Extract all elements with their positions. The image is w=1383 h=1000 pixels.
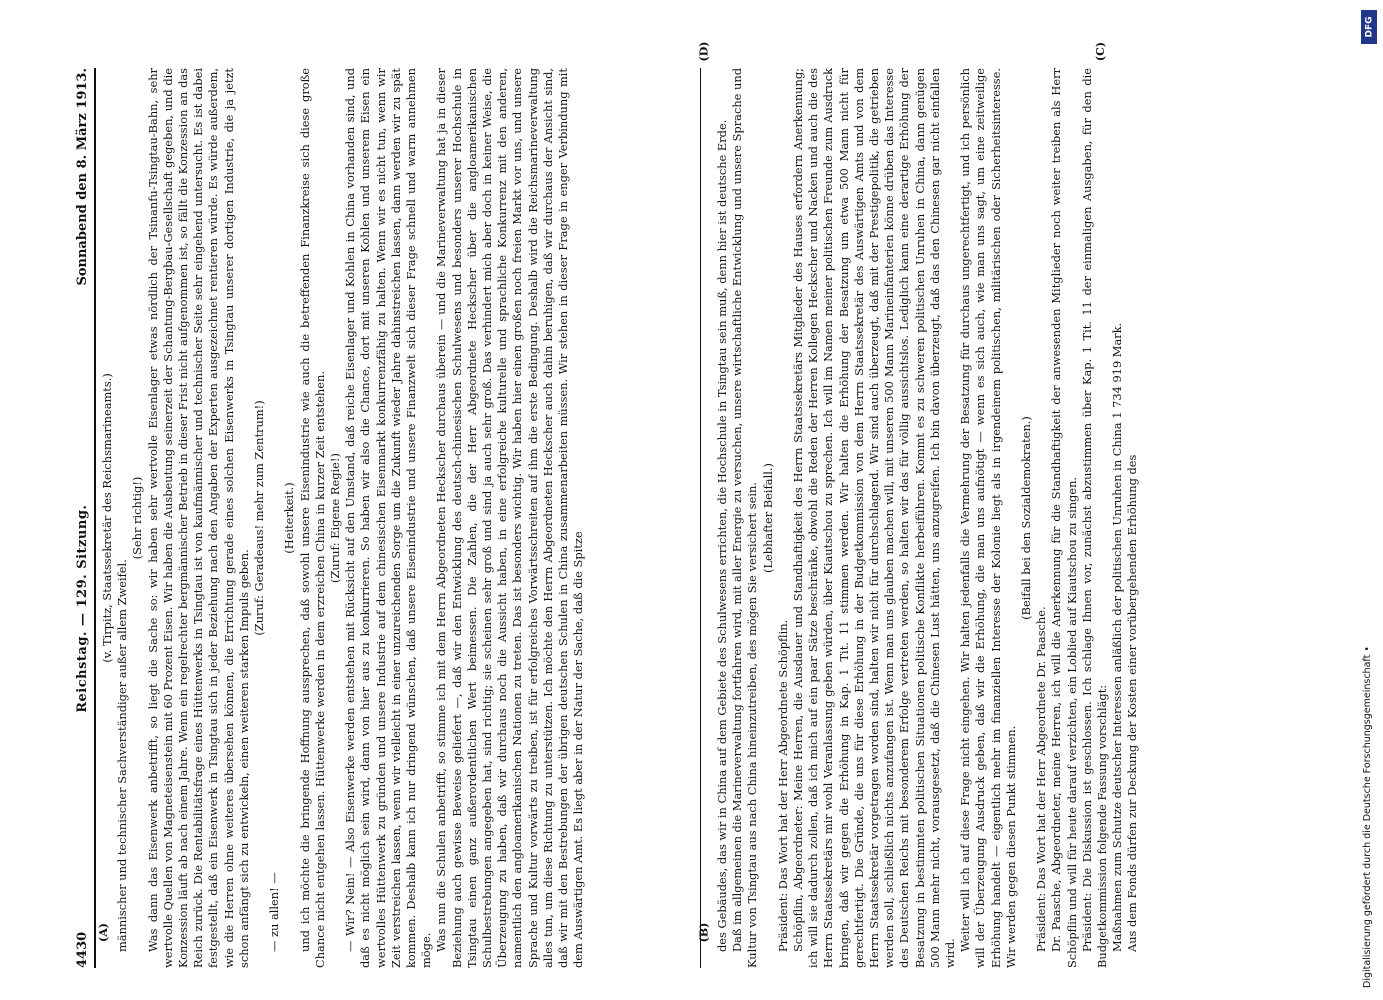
- column-divider: [700, 68, 701, 968]
- right-paragraph: Präsident: Das Wort hat der Herr Abgeordnete Schöpflin.: [775, 619, 790, 952]
- right-paragraph: (Beifall bei den Sozialdemokraten.): [1019, 416, 1034, 620]
- left-paragraph: — Wir? Nein! — Also Eisenwerke werden entstehen mit Rücksicht auf den Umstand, daß reiche Eisenlager und Kohlen in China vorhanden sind, und daß es nicht möglich sein wird, dann von hier aus zu konkurrieren. So haben wir also die Chance, dort mit unseren Kohlen und unserem Eisen ein wertvolles Hüttenwerk zu gründen und unsere Industrie auf dem chinesischen Eisenmarkt konkurrenzfähig zu halten. Wenn wir es nicht tun, wenn wir Zeit verstreichen lassen, wenn wir vielleicht in einer unzureichenden Sorge um die Zukunft wieder Jahre dahinstreichen lassen, dann werden wir zu spät kommen. Deshalb kann ich nur dringend wünschen, daß unsere Eisenindustrie und unsere Finanzwelt sich dieser Frage schnell und warm annehmen möge.: [343, 68, 434, 968]
- digitization-note-text: Digitalisierung gefördert durch die Deutsche Forschungsgemeinschaft •: [1362, 646, 1373, 988]
- right-paragraph: Weiter will ich auf diese Frage nicht eingehen. Wir halten jedenfalls die Vermehrung der Besatzung für durchaus ungerechtfertigt, und ich persönlich will der Überzeugung Ausdruck geben, daß wir die Erhöhung, die man uns aufnötigt — wenn es sich auch, wie man uns sagt, um eine zeitweilige Erhöhung handelt — eigentlich mehr im finanziellen Interesse der Kolonie liegt als in irgendeinem politischen, militärischen oder Sicherheitsinteresse. Wir werden gegen diesen Punkt stimmen.: [958, 68, 1018, 968]
- left-paragraph: (Sehr richtig!): [130, 476, 145, 560]
- right-paragraph: Präsident: Das Wort hat der Herr Abgeordnete Dr. Paasche.: [1034, 606, 1049, 952]
- session-date: Sonnabend den 8. März 1913.: [74, 68, 90, 286]
- left-paragraph: (Zuruf: Geradeaus! mehr zum Zentrum!): [252, 400, 267, 636]
- session-title: Reichstag. — 129. Sitzung.: [74, 504, 90, 713]
- left-paragraph: (v. Tirpitz, Staatssekretär des Reichsmarineamts.): [100, 373, 114, 663]
- text-columns: [100, 68, 1330, 968]
- left-paragraph: (Zuruf: Eigene Regie!): [328, 453, 343, 583]
- left-paragraph: (Heiterkeit.): [282, 482, 297, 554]
- column-left: [100, 68, 680, 968]
- marker-a: (A): [96, 923, 110, 942]
- column-right: [715, 68, 1295, 968]
- page-number: 4430: [74, 931, 90, 968]
- left-paragraph: Was nun die Schulen anbetrifft, so stimme ich mit dem Herrn Abgeordneten Heckscher durchaus überein — und die Marineverwaltung hat ja in dieser Beziehung auch gewisse Beweise geliefert —, daß wir den Entwicklung des deutsch-chinesischen Schulwesens und besonders unserer Hochschule in Tsingtau einen ganz außerordentlichen Wert beimessen. Die Zahlen, die der Herr Abgeordnete Heckscher über die angloamerikanischen Schulbestrebungen angegeben hat, sind richtig; sie scheinen sehr groß und sind ja auch sehr groß. Das verhindert mich aber doch in keiner Weise, die Überzeugung zu haben, daß wir durchaus noch die Aussicht haben, in eine erfolgreiche kulturelle und sprachliche Konkurrenz mit den anderen, namentlich den angloamerikanischen Nationen zu treten. Das ist besonders wichtig. Wir haben hier einen großen noch freien Markt vor uns, und unsere Sprache und Kultur vorwärts zu treiben, ist für erfolgreiches Vorwärtsschreiten auf ihm die erste Bedingung. Deshalb wird die Reichsmarineverwaltung alles tun, um diese Richtung zu unterstützen. Ich möchte den Herrn Abgeordneten Heckscher auch dahin beruhigen, daß wir durchaus der Ansicht sind, daß wir mit den Bestrebungen der übrigen deutschen Schulen in China zusammenarbeiten müssen. Wir stehen in dieser Frage in enger Verbindung mit dem Auswärtigen Amt. Es liegt aber in der Natur der Sache, daß die Spitze: [434, 68, 586, 968]
- right-paragraph: Aus dem Fonds dürfen zur Deckung der Kosten einer vorübergehenden Erhöhung des: [1125, 454, 1140, 952]
- marker-c: (C): [1094, 41, 1108, 62]
- left-paragraph: — zu allen! —: [267, 872, 282, 952]
- right-paragraph: Daß im allgemeinen die Marineverwaltung fortfahren wird, mit aller Energie zu versuchen, unsere wirtschaftliche Entwicklung und unsere Sprache und Kultur von Tsingtau aus nach China hineinzutreiben, des mögen Sie versichert sein.: [730, 68, 760, 968]
- left-paragraph: und ich möchte die bringende Hoffnung aussprechen, daß sowohl unsere Eisenindustrie wie auch die betreffenden Finanzkreise sich diese große Chance nicht entgehen lassen. Hüttenwerke werden in dem erzreichen China in kurzer Zeit entstehen.: [297, 68, 327, 968]
- marker-b: (B): [697, 922, 711, 943]
- right-paragraph: des Gebäudes, das wir in China auf dem Gebiete des Schulwesens errichten, die Hochschule in Tsingtau sein muß, denn hier ist deutsche Erde.: [715, 119, 729, 952]
- dfg-logo: DFG: [1361, 10, 1377, 44]
- right-paragraph: Schöpflin, Abgeordneter: Meine Herren, die Ausdauer und Standhaftigkeit des Herrn Staatssekretärs Mitglieder des Hauses erfordern Anerkennung; ich will sie dadurch zollen, daß ich mich auf ein paar Sätze beschränke, obwohl die Reden der Herren Kollegen Heckscher und Nacken und auch die des Herrn Staatssekretärs mir wohl Veranlassung geben würden, über Kiautschou zu sprechen. Ich will im Namen meiner politischen Freunde zum Ausdruck bringen, daß wir gegen die Erhöhung in Kap. 1 Tit. 11 stimmen werden. Wir halten die Erhöhung der Besatzung um etwa 500 Mann nicht für gerechtfertigt. Die Gründe, die uns für diese Erhöhung in der Budgetkommission von dem Herrn Staatssekretär des Auswärtigen Amts und von dem Herrn Staatssekretär vorgetragen worden sind, halten wir nicht für durchschlagend. Wir sind auch überzeugt, daß mit der Prestigepolitik, die getrieben werden soll, schließlich nichts anzufangen ist. Wenn man uns glauben machen will, mit unseren 500 Mann Marineinfanterien könne drüben das Interesse des Deutschen Reichs mit besonderem Erfolge vertreten werden, so halten wir das für völlig aussichtslos. Lediglich kann eine derartige Erhöhung der Besatzung in bestimmten politischen Situationen politische Konflikte herbeiführen. Kommt es zu schweren politischen Unruhen in China, dann genügen 500 Mann mehr nicht, vorausgesetzt, daß die Chinesen Lust hätten, uns anzugreifen. Ich bin davon überzeugt, daß das den Chinesen gar nicht einfallen wird.: [791, 68, 958, 968]
- page-header: [70, 68, 96, 968]
- marker-d: (D): [697, 41, 711, 62]
- right-paragraph: Präsident: Die Diskussion ist geschlossen. Ich schlage Ihnen vor, zunächst abzustimmen über Kap. 1 Tit. 11 der einmaligen Ausgaben, für den die Budgetkommission folgende Fassung vorschlägt:: [1079, 68, 1110, 968]
- left-paragraph: Was dann das Eisenwerk anbetrifft, so liegt die Sache so: wir haben sehr wertvolle Eisenlager etwas nördlich der Tsinanfu-Tsingtau-Bahn, sehr wertvolle Quellen von Magneteisenstein mit 60 Prozent Eisen. Wir haben die Ausbeutung seinerzeit der Schantung-Bergbau-Gesellschaft gegeben, und die Konzession läuft ab nach einem Jahre. Wenn ein regelrechter bergmännischer Betrieb in dieser Frist nicht aufgenommen ist, so fällt die Konzession an das Reich zurück. Die Rentabilitätsfrage eines Hüttenwerks in Tsingtau ist von kaufmännischer und technischer Seite sehr eingehend untersucht. Es ist dabei festgestellt, daß ein Eisenwerk in Tsingtau sich in jeder Beziehung nach den Angaben der Experten ausgezeichnet rentieren würde. Es würde außerdem, wie die Herren ohne weiteres übersehen können, die Errichtung gerade eines solchen Eisenwerks in Tsingtau unserer dortigen Industrie, die ja jetzt schon anfängt sich zu entwickeln, einen weiteren starken Impuls geben.: [145, 68, 251, 968]
- right-paragraph: Maßnahmen zum Schutze deutscher Interessen anläßlich der politischen Unruhen in China 1 734 919 Mark.: [1110, 322, 1125, 952]
- digitization-note: [1362, 118, 1376, 988]
- right-paragraph: (Lebhafter Beifall.): [760, 463, 775, 573]
- left-paragraph: männischer und technischer Sachverständiger außer allem Zweifel.: [115, 559, 130, 952]
- right-paragraph: Dr. Paasche, Abgeordneter, meine Herren, ich will die Anerkennung für die Standhaftigkeit der anwesenden Mitglieder noch weiter treiben als Herr Schöpflin und will für heute darauf verzichten, ein Loblied auf Kiautschou zu singen.: [1049, 68, 1079, 968]
- rotated-page: [70, 68, 1340, 968]
